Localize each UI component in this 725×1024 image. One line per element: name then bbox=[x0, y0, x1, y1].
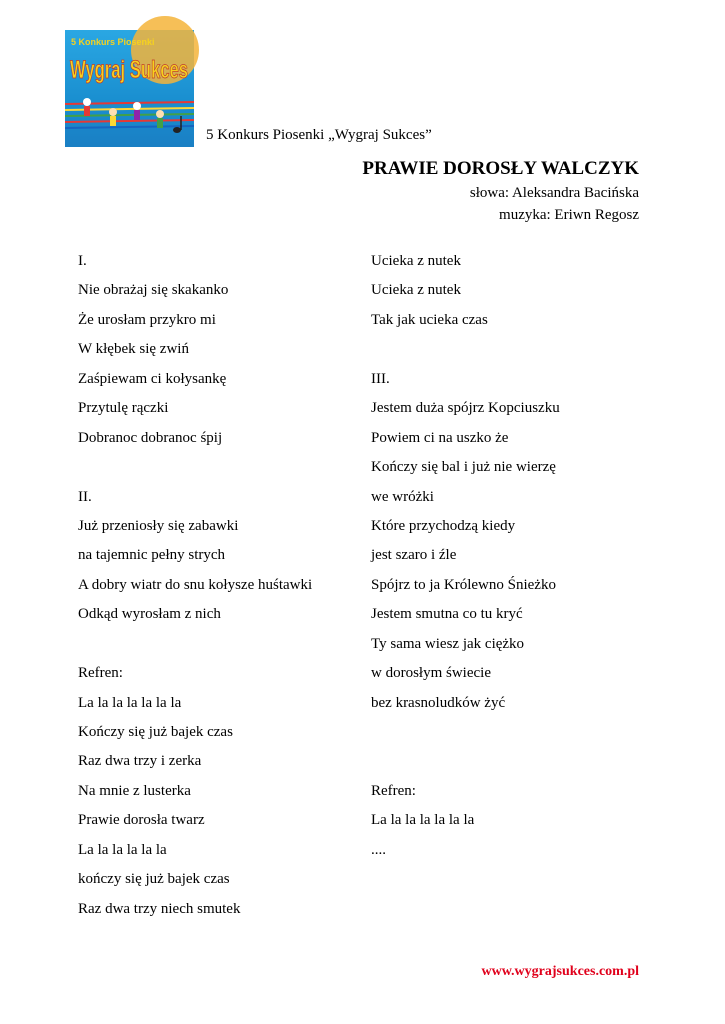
lyric-line: Dobranoc dobranoc śpij bbox=[78, 429, 223, 446]
lyric-line: Tak jak ucieka czas bbox=[371, 311, 488, 328]
stanza-gap bbox=[78, 634, 312, 663]
lyric-line: Spójrz to ja Królewno Śnieżko bbox=[371, 576, 556, 593]
lyric-line: Nie obrażaj się skakanko bbox=[78, 282, 229, 299]
lyric-line: Że urosłam przykro mi bbox=[78, 311, 216, 328]
stanza-gap bbox=[371, 722, 560, 751]
lyric-line: Na mnie z lusterka bbox=[78, 782, 191, 799]
lyric-line: Powiem ci na uszko że bbox=[371, 429, 509, 446]
lyric-line: II. bbox=[78, 488, 92, 505]
lyric-line: Jestem smutna co tu kryć bbox=[371, 606, 523, 623]
lyric-line: .... bbox=[371, 841, 386, 858]
lyric-line: W kłębek się zwiń bbox=[78, 341, 189, 358]
lyric-line: Odkąd wyrosłam z nich bbox=[78, 606, 221, 623]
lyric-line: Raz dwa trzy i zerka bbox=[78, 753, 202, 770]
website-link[interactable]: www.wygrajsukces.com.pl bbox=[481, 964, 639, 979]
lyric-line: Prawie dorosła twarz bbox=[78, 812, 205, 829]
song-title: PRAWIE DOROSŁY WALCZYK bbox=[362, 158, 639, 179]
lyric-line: La la la la la la bbox=[78, 841, 167, 858]
lyric-line: Jestem duża spójrz Kopciuszku bbox=[371, 400, 560, 417]
lyric-line: Przytulę rączki bbox=[78, 400, 169, 417]
lyric-line: Kończy się już bajek czas bbox=[78, 724, 233, 740]
lyric-line: I. bbox=[78, 253, 87, 269]
lyric-line: we wróżki bbox=[371, 488, 434, 505]
lyric-line: Ty sama wiesz jak ciężko bbox=[371, 635, 525, 652]
lyric-line: III. bbox=[371, 370, 390, 387]
lyric-line: Już przeniosły się zabawki bbox=[78, 517, 239, 534]
lyric-line: Ucieka z nutek bbox=[371, 253, 461, 269]
lyric-line: Zaśpiewam ci kołysankę bbox=[78, 370, 227, 387]
lyric-line: Które przychodzą kiedy bbox=[371, 517, 516, 534]
lyric-line: La la la la la la la bbox=[78, 694, 182, 711]
music-credit: muzyka: Eriwn Regosz bbox=[499, 207, 639, 223]
lyric-line: bez krasnoludków żyć bbox=[371, 694, 506, 711]
lyrics-right-column bbox=[371, 251, 560, 869]
lyrics-credit: słowa: Aleksandra Bacińska bbox=[469, 185, 639, 201]
lyric-line: Raz dwa trzy niech smutek bbox=[78, 900, 241, 917]
logo-small-text: 5 Konkurs Piosenki bbox=[71, 37, 155, 47]
lyric-line: Kończy się bal i już nie wierzę bbox=[371, 459, 556, 476]
logo-artwork bbox=[65, 30, 194, 147]
stanza-gap bbox=[371, 339, 560, 368]
stanza-gap bbox=[78, 457, 312, 486]
lyric-line: Refren: bbox=[78, 665, 123, 682]
logo-title-text: Wygraj Sukces bbox=[70, 56, 188, 84]
contest-name: 5 Konkurs Piosenki „Wygraj Sukces” bbox=[206, 127, 432, 143]
lyric-line: w dorosłym świecie bbox=[371, 665, 491, 682]
lyric-line: La la la la la la la bbox=[371, 812, 475, 829]
lyric-line: Ucieka z nutek bbox=[371, 282, 461, 299]
lyrics-left-column bbox=[78, 251, 312, 928]
lyric-line: A dobry wiatr do snu kołysze huśtawki bbox=[78, 576, 313, 593]
lyric-line: kończy się już bajek czas bbox=[78, 871, 230, 888]
lyric-line: na tajemnic pełny strych bbox=[78, 547, 226, 564]
stanza-gap bbox=[371, 751, 560, 780]
lyric-line: Refren: bbox=[371, 782, 416, 799]
contest-logo bbox=[65, 30, 194, 147]
lyric-line: jest szaro i źle bbox=[371, 547, 457, 564]
